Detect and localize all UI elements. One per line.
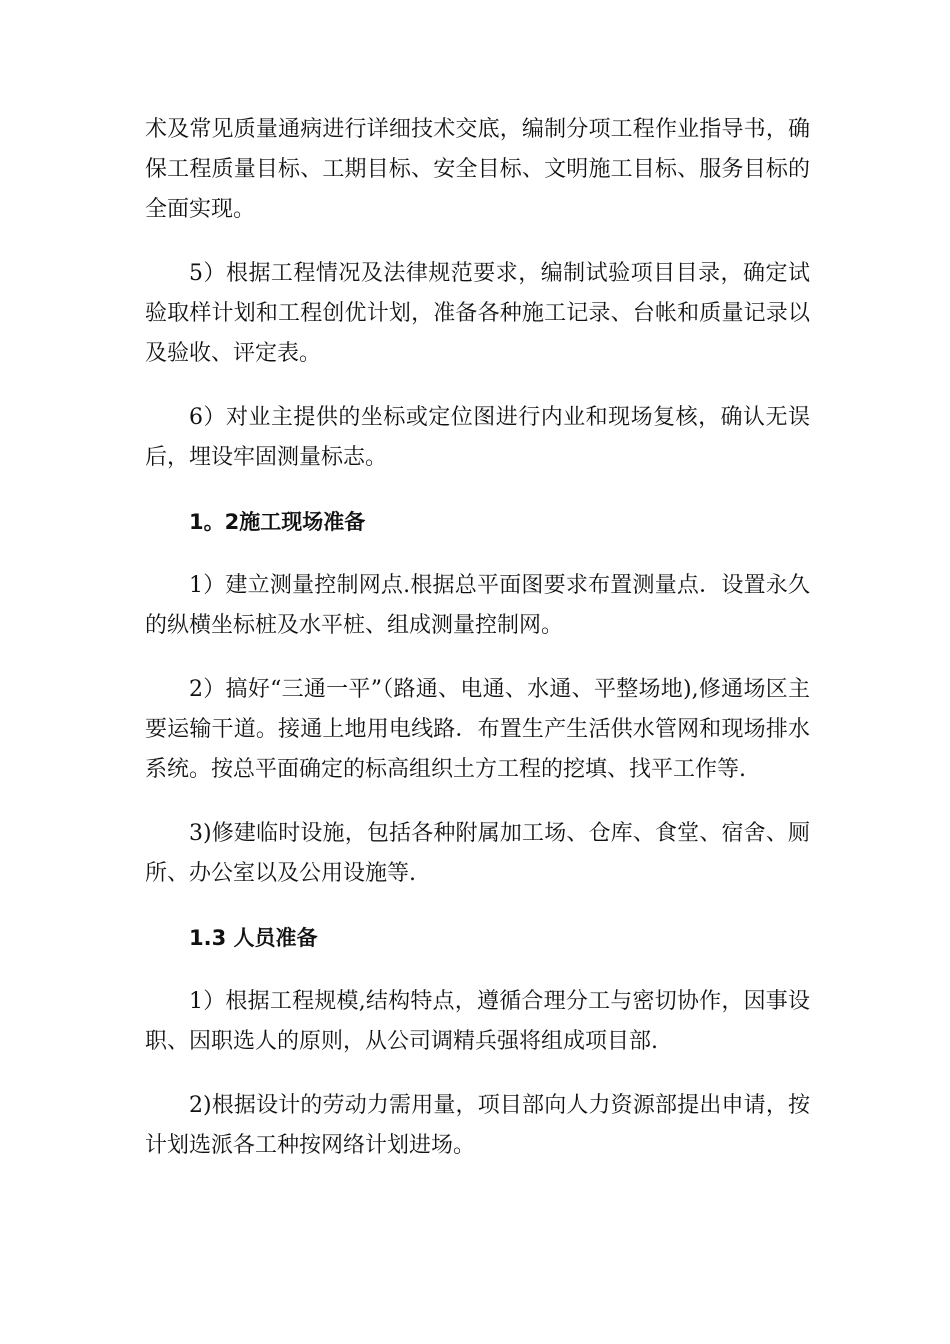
paragraph-personnel-item-1: 1）根据工程规模,结构特点，遵循合理分工与密切协作，因事设职、因职选人的原则，从公司调精兵强将组成项目部.	[145, 989, 810, 1054]
document-body	[145, 110, 810, 1190]
section-heading-site-preparation: 1。2施工现场准备	[189, 510, 366, 534]
paragraph-item-5: 5）根据工程情况及法律规范要求，编制试验项目目录，确定试验取样计划和工程创优计划，准备各种施工记录、台帐和质量记录以及验收、评定表。	[145, 261, 810, 366]
paragraph-continuation: 术及常见质量通病进行详细技术交底，编制分项工程作业指导书，确保工程质量目标、工期目标、安全目标、文明施工目标、服务目标的全面实现。	[145, 117, 810, 222]
paragraph-site-item-2: 2）搞好“三通一平”（路通、电通、水通、平整场地),修通场区主要运输干道。接通上地用电线路．布置生产生活供水管网和现场排水系统。按总平面确定的标高组织土方工程的挖填、找平工作等.	[145, 677, 810, 782]
paragraph-site-item-1: 1）建立测量控制网点.根据总平面图要求布置测量点．设置永久的纵横坐标桩及水平桩、组成测量控制网。	[145, 573, 810, 638]
paragraph-personnel-item-2: 2)根据设计的劳动力需用量，项目部向人力资源部提出申请，按计划选派各工种按网络计划进场。	[145, 1093, 810, 1158]
paragraph-item-6: 6）对业主提供的坐标或定位图进行内业和现场复核，确认无误后，埋设牢固测量标志。	[145, 405, 810, 470]
section-heading-personnel: 1.3 人员准备	[189, 926, 318, 950]
paragraph-site-item-3: 3)修建临时设施，包括各种附属加工场、仓库、食堂、宿舍、厕所、办公室以及公用设施等.	[145, 821, 810, 886]
